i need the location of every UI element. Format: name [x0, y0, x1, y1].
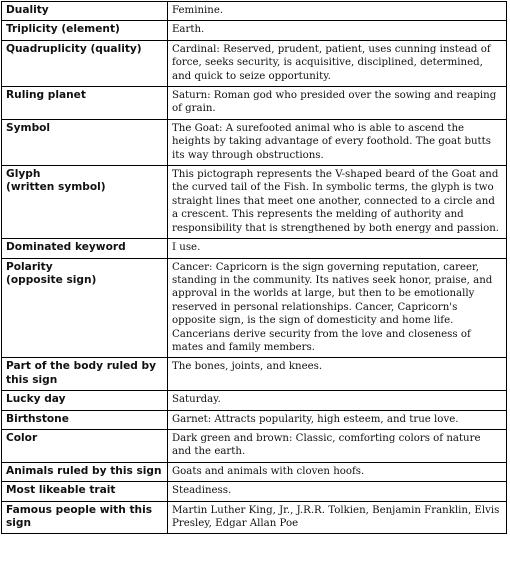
row-label: Symbol — [2, 119, 168, 165]
table-row — [2, 358, 507, 391]
row-value: Feminine. — [168, 2, 507, 21]
table-row — [2, 391, 507, 410]
row-sublabel: (opposite sign) — [6, 273, 97, 286]
row-label: Quadruplicity (quality) — [2, 40, 168, 86]
capricorn-attributes-table — [1, 1, 507, 534]
table-row — [2, 166, 507, 239]
row-value: Steadiness. — [168, 482, 507, 501]
row-label: Animals ruled by this sign — [2, 462, 168, 481]
row-value: Saturday. — [168, 391, 507, 410]
table-row — [2, 410, 507, 429]
row-value: Cancer: Capricorn is the sign governing reputation, career, standing in the community. Its natives seek honor, praise, and approval in the worlds at large, but then to be emotionally reserved in personal relationships. Cancer, Capricorn's opposite sign, is the sign of domesticity and home life. Cancerians derive security from the love and closeness of mates and family members. — [168, 258, 507, 358]
row-value: I use. — [168, 239, 507, 258]
row-value: The Goat: A surefooted animal who is able to ascend the heights by taking advantage of every foothold. The goat butts its way through obstructions. — [168, 119, 507, 165]
row-value: Dark green and brown: Classic, comforting colors of nature and the earth. — [168, 429, 507, 462]
row-label: Glyph — [6, 168, 41, 181]
table-row — [2, 239, 507, 258]
table-row — [2, 119, 507, 165]
row-label-cell — [2, 258, 168, 358]
row-label: Ruling planet — [2, 87, 168, 120]
table-row — [2, 2, 507, 21]
row-value: Earth. — [168, 21, 507, 40]
row-value: Garnet: Attracts popularity, high esteem, and true love. — [168, 410, 507, 429]
row-label: Triplicity (element) — [2, 21, 168, 40]
row-value: Saturn: Roman god who presided over the sowing and reaping of grain. — [168, 87, 507, 120]
row-value: Martin Luther King, Jr., J.R.R. Tolkien, Benjamin Franklin, Elvis Presley, Edgar Allan Poe — [168, 501, 507, 534]
table-row — [2, 482, 507, 501]
table-row — [2, 40, 507, 86]
table-row — [2, 501, 507, 534]
row-label: Duality — [2, 2, 168, 21]
row-label-cell — [2, 166, 168, 239]
table-row — [2, 462, 507, 481]
row-label: Famous people with this sign — [2, 501, 168, 534]
row-label: Most likeable trait — [2, 482, 168, 501]
row-label: Lucky day — [2, 391, 168, 410]
row-value: Goats and animals with cloven hoofs. — [168, 462, 507, 481]
row-value: Cardinal: Reserved, prudent, patient, uses cunning instead of force, seeks security, is acquisitive, disciplined, determined, and quick to seize opportunity. — [168, 40, 507, 86]
table-row — [2, 21, 507, 40]
row-label: Part of the body ruled by this sign — [2, 358, 168, 391]
table-row — [2, 258, 507, 358]
row-sublabel: (written symbol) — [6, 181, 106, 194]
row-label: Dominated keyword — [2, 239, 168, 258]
row-label: Color — [2, 429, 168, 462]
row-value: This pictograph represents the V-shaped beard of the Goat and the curved tail of the Fish. In symbolic terms, the glyph is two straight lines that meet one another, connected to a circle and a crescent. This represents the melding of authority and responsibility that is strengthened by both energy and passion. — [168, 166, 507, 239]
row-value: The bones, joints, and knees. — [168, 358, 507, 391]
row-label: Polarity — [6, 260, 53, 273]
table-row — [2, 429, 507, 462]
row-label: Birthstone — [2, 410, 168, 429]
table-row — [2, 87, 507, 120]
